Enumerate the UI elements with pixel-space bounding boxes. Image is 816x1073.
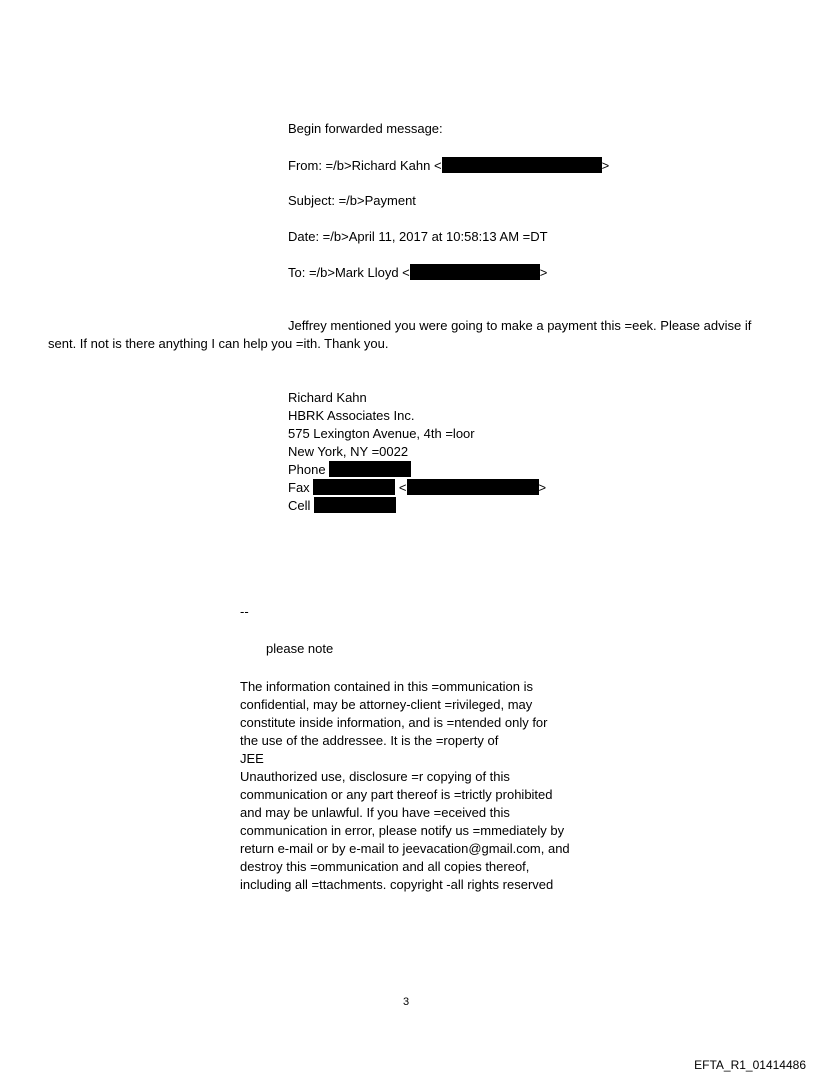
from-line (288, 157, 609, 174)
confidentiality-notice (240, 678, 640, 894)
note-heading: please note (266, 641, 334, 656)
notice-line: JEE (240, 751, 264, 766)
from-text: From: =/b>Richard Kahn < (288, 158, 442, 173)
sig-cell (288, 497, 546, 515)
subject-line: Subject: =/b>Payment (288, 193, 416, 208)
notice-line: return e-mail or by e-mail to jeevacation@gmail.com, and (240, 841, 570, 856)
phone-label: Phone (288, 462, 326, 477)
sig-fax (288, 479, 546, 497)
fax-label: Fax (288, 480, 310, 495)
redacted-phone-block (329, 461, 411, 477)
notice-line: The information contained in this =ommunication is (240, 679, 534, 694)
date-line: Date: =/b>April 11, 2017 at 10:58:13 AM =DT (288, 229, 548, 244)
to-suffix: > (539, 265, 548, 280)
sig-company: HBRK Associates Inc. (288, 408, 415, 423)
sig-name: Richard Kahn (288, 390, 367, 405)
to-line (288, 264, 547, 281)
sig-address-1: 575 Lexington Avenue, 4th =loor (288, 426, 475, 441)
redacted-fax-block (313, 479, 395, 495)
to-text: To: =/b>Mark Lloyd < (288, 265, 410, 280)
body-line-2: sent. If not is there anything I can help you =ith. Thank you. (48, 336, 389, 351)
sig-phone (288, 461, 546, 479)
document-id: EFTA_R1_01414486 (694, 1058, 806, 1072)
redacted-email-block (442, 157, 602, 173)
sig-address-2: New York, NY =0022 (288, 444, 409, 459)
redacted-email-block (410, 264, 540, 280)
fax-gt: > (538, 480, 547, 495)
notice-line: destroy this =ommunication and all copies thereof, (240, 859, 530, 874)
cell-label: Cell (288, 498, 311, 513)
notice-line: including all =ttachments. copyright -all rights reserved (240, 877, 554, 892)
page-number: 3 (403, 996, 410, 1008)
notice-line: Unauthorized use, disclosure =r copying of this (240, 769, 510, 784)
notice-line: communication or any part thereof is =trictly prohibited (240, 787, 553, 802)
separator: -- (240, 604, 249, 619)
signature-block (288, 389, 546, 515)
notice-line: the use of the addressee. It is the =roperty of (240, 733, 499, 748)
body-line-1: Jeffrey mentioned you were going to make a payment this =eek. Please advise if (288, 318, 752, 333)
notice-line: communication in error, please notify us =mmediately by (240, 823, 565, 838)
redacted-email-block (407, 479, 539, 495)
notice-line: confidential, may be attorney-client =rivileged, may (240, 697, 533, 712)
fax-lt: < (398, 480, 407, 495)
notice-line: constitute inside information, and is =ntended only for (240, 715, 548, 730)
redacted-cell-block (314, 497, 396, 513)
forward-label: Begin forwarded message: (288, 121, 443, 136)
notice-line: and may be unlawful. If you have =eceived this (240, 805, 510, 820)
from-suffix: > (601, 158, 610, 173)
